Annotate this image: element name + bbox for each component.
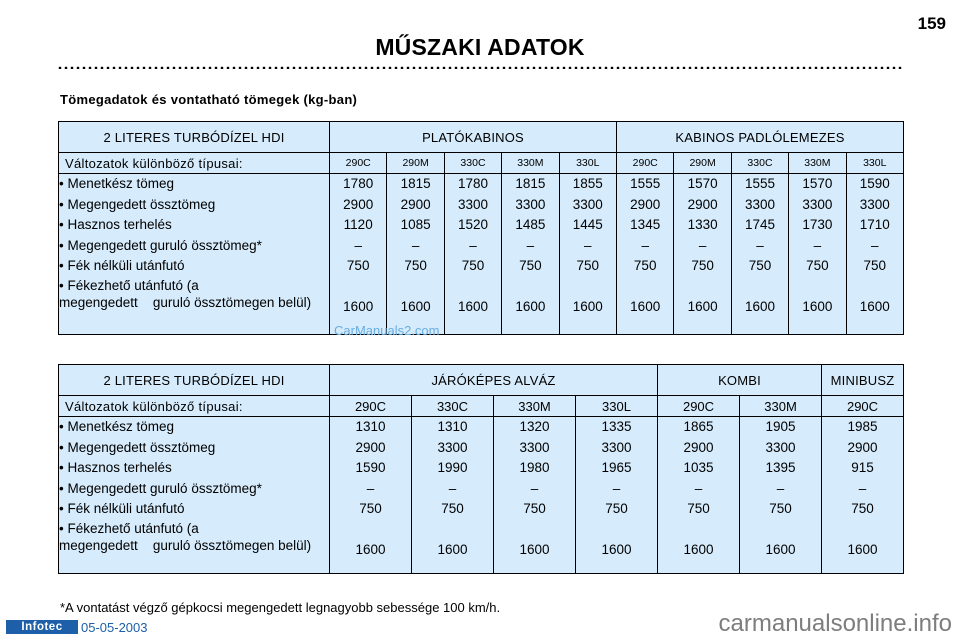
value-cell: 750 (748, 258, 772, 273)
value-column (502, 174, 559, 335)
value-cell: 1335 (601, 419, 632, 434)
value-cell: – (756, 237, 764, 253)
value-cell: 1345 (630, 217, 661, 232)
row-label: • Fékezhető utánfutó (a megengedett guruló össztömegen belül) (59, 277, 312, 310)
value-cell: – (694, 480, 703, 496)
value-cell: – (411, 237, 420, 253)
variant-header: 330C (412, 396, 494, 417)
row-label: • Megengedett guruló össztömeg* (59, 237, 262, 253)
value-cell: 3300 (572, 196, 603, 212)
value-cell: 1600 (802, 298, 833, 314)
value-cell: – (858, 480, 867, 496)
row-label: • Megengedett össztömeg (59, 439, 216, 455)
variant-header: 330M (502, 153, 559, 174)
value-column (789, 174, 846, 335)
value-column (822, 417, 904, 574)
value-cell: 2900 (687, 196, 718, 212)
value-cell: – (776, 480, 785, 496)
value-cell: 3300 (802, 196, 833, 212)
row-label: • Menetkész tömeg (59, 419, 175, 434)
value-cell: 2900 (683, 439, 714, 455)
value-column (731, 174, 788, 335)
value-cell: 750 (461, 258, 485, 273)
value-cell: 750 (346, 258, 370, 273)
value-cell: 1855 (572, 176, 603, 191)
variant-header: 330M (740, 396, 822, 417)
value-column (412, 417, 494, 574)
row-label: • Hasznos terhelés (59, 217, 172, 232)
value-cell: – (813, 237, 822, 253)
value-cell: – (584, 237, 592, 253)
value-cell: 3300 (515, 196, 546, 212)
value-cell: – (871, 237, 879, 253)
value-cell: 1035 (683, 460, 714, 475)
variant-header: 290M (387, 153, 444, 174)
variant-header: 330C (444, 153, 501, 174)
group-header: KABINOS PADLÓLEMEZES (617, 122, 904, 153)
value-cell: – (698, 237, 707, 253)
variant-header: 290C (330, 153, 387, 174)
group-header: KOMBI (658, 365, 822, 396)
value-cell: 2900 (355, 439, 386, 455)
variant-header: 290C (330, 396, 412, 417)
value-cell: 1600 (630, 298, 661, 314)
variant-header: 330L (576, 396, 658, 417)
value-cell: 1520 (457, 217, 488, 232)
value-cell: 1600 (687, 298, 718, 314)
value-column (387, 174, 444, 335)
variants-label: Változatok különböző típusai: (59, 396, 330, 417)
infotec-logo: Infotec (6, 620, 78, 634)
group-header: JÁRÓKÉPES ALVÁZ (330, 365, 658, 396)
row-label: • Fékezhető utánfutó (a megengedett guruló össztömegen belül) (59, 520, 312, 553)
variant-header: 330L (846, 153, 903, 174)
value-cell: 1310 (355, 419, 386, 434)
value-column (444, 174, 501, 335)
value-cell: 1570 (802, 176, 833, 191)
value-cell: 1600 (847, 541, 878, 557)
value-column (658, 417, 740, 574)
value-cell: 1730 (802, 217, 833, 232)
value-cell: 750 (519, 258, 542, 273)
value-cell: 1555 (744, 176, 775, 191)
engine-header: 2 LITERES TURBÓDÍZEL HDI (59, 365, 330, 396)
variant-header: 330C (731, 153, 788, 174)
value-cell: 750 (523, 501, 546, 516)
value-cell: – (612, 480, 621, 496)
value-column (576, 417, 658, 574)
value-cell: 1985 (847, 419, 878, 434)
value-cell: – (641, 237, 649, 253)
value-cell: 750 (687, 501, 710, 516)
value-cell: 750 (691, 258, 714, 273)
value-cell: 750 (441, 501, 464, 516)
value-cell: – (530, 480, 539, 496)
value-cell: 1600 (744, 298, 775, 314)
value-cell: 1485 (515, 217, 546, 232)
footer-date: 05-05-2003 (81, 620, 148, 635)
value-column (330, 174, 387, 335)
variant-header: 330M (789, 153, 846, 174)
value-cell: 1905 (765, 419, 796, 434)
variant-header: 290M (674, 153, 731, 174)
value-cell: 1600 (859, 298, 890, 314)
value-cell: 2900 (847, 439, 878, 455)
value-cell: 3300 (744, 196, 775, 212)
value-cell: 1600 (601, 541, 632, 557)
value-column (846, 174, 903, 335)
value-cell: 750 (806, 258, 829, 273)
value-cell: 1815 (515, 176, 546, 191)
value-column (617, 174, 674, 335)
value-cell: 1600 (355, 541, 386, 557)
footer-site-watermark: carmanualsonline.info (718, 610, 952, 637)
value-cell: 1085 (400, 217, 431, 232)
row-label: • Megengedett össztömeg (59, 196, 216, 212)
row-labels (59, 417, 330, 574)
value-cell: 1990 (437, 460, 468, 475)
value-cell: 1320 (519, 419, 550, 434)
group-header: PLATÓKABINOS (330, 122, 617, 153)
variant-header: 290C (617, 153, 674, 174)
value-cell: 1590 (355, 460, 386, 475)
value-cell: 750 (576, 258, 600, 273)
weights-table-chassis (58, 364, 904, 574)
value-cell: 1980 (519, 460, 550, 475)
value-cell: 2900 (630, 196, 661, 212)
value-cell: 1310 (437, 419, 468, 434)
value-cell: 1600 (400, 298, 431, 314)
value-cell: 3300 (601, 439, 632, 455)
dotted-divider (57, 66, 903, 69)
variant-header: 330L (559, 153, 616, 174)
value-cell: 1600 (515, 298, 546, 314)
value-cell: 1590 (859, 176, 890, 191)
value-cell: 1710 (859, 217, 890, 232)
value-cell: 1780 (343, 176, 374, 191)
value-cell: – (366, 480, 375, 496)
value-cell: 1745 (744, 217, 775, 232)
value-cell: 1600 (765, 541, 796, 557)
value-cell: 1865 (683, 419, 714, 434)
value-cell: – (469, 237, 477, 253)
variant-header: 330M (494, 396, 576, 417)
value-cell: 1965 (601, 460, 632, 475)
value-cell: 1120 (343, 217, 373, 232)
value-cell: 750 (359, 501, 382, 516)
value-cell: 1600 (437, 541, 468, 557)
value-cell: 1600 (343, 298, 374, 314)
value-cell: 3300 (765, 439, 796, 455)
value-column (740, 417, 822, 574)
page-number: 159 (917, 14, 946, 33)
engine-header: 2 LITERES TURBÓDÍZEL HDI (59, 122, 330, 153)
value-cell: 750 (769, 501, 792, 516)
value-column (330, 417, 412, 574)
value-cell: 1555 (630, 176, 661, 191)
section-subtitle: Tömegadatok és vontatható tömegek (kg-ban) (60, 92, 358, 107)
value-cell: – (526, 237, 535, 253)
value-cell: 1600 (457, 298, 488, 314)
value-cell: 750 (863, 258, 887, 273)
value-cell: 1570 (687, 176, 718, 191)
watermark-text: CarManuals2.com (334, 323, 440, 338)
value-cell: 1780 (457, 176, 488, 191)
footnote: *A vontatást végző gépkocsi megengedett legnagyobb sebessége 100 km/h. (60, 600, 501, 615)
row-label: • Hasznos terhelés (59, 460, 172, 475)
variant-header: 290C (822, 396, 904, 417)
value-cell: 3300 (519, 439, 550, 455)
value-cell: 1815 (400, 176, 431, 191)
weights-table-platform (58, 121, 904, 335)
value-cell: 3300 (859, 196, 890, 212)
variants-label: Változatok különböző típusai: (59, 153, 330, 174)
row-label: • Fék nélküli utánfutó (59, 501, 185, 516)
value-cell: 750 (404, 258, 427, 273)
group-header: MINIBUSZ (822, 365, 904, 396)
value-cell: 1330 (687, 217, 718, 232)
value-column (559, 174, 616, 335)
value-cell: 750 (605, 501, 628, 516)
value-cell: – (448, 480, 457, 496)
value-cell: 1600 (683, 541, 714, 557)
variant-header: 290C (658, 396, 740, 417)
value-cell: 1600 (572, 298, 603, 314)
value-cell: 1600 (519, 541, 550, 557)
page-title: MŰSZAKI ADATOK (375, 34, 585, 60)
value-cell: 2900 (343, 196, 374, 212)
value-cell: 3300 (457, 196, 488, 212)
row-labels (59, 174, 330, 335)
value-cell: 1395 (765, 460, 796, 475)
row-label: • Fék nélküli utánfutó (59, 258, 185, 273)
value-cell: 750 (633, 258, 657, 273)
row-label: • Megengedett guruló össztömeg* (59, 480, 262, 496)
value-cell: 2900 (400, 196, 431, 212)
value-column (674, 174, 731, 335)
value-cell: 1445 (572, 217, 603, 232)
row-label: • Menetkész tömeg (59, 176, 175, 191)
value-column (494, 417, 576, 574)
value-cell: – (354, 237, 362, 253)
value-cell: 3300 (437, 439, 468, 455)
value-cell: 915 (851, 460, 874, 475)
value-cell: 750 (851, 501, 874, 516)
